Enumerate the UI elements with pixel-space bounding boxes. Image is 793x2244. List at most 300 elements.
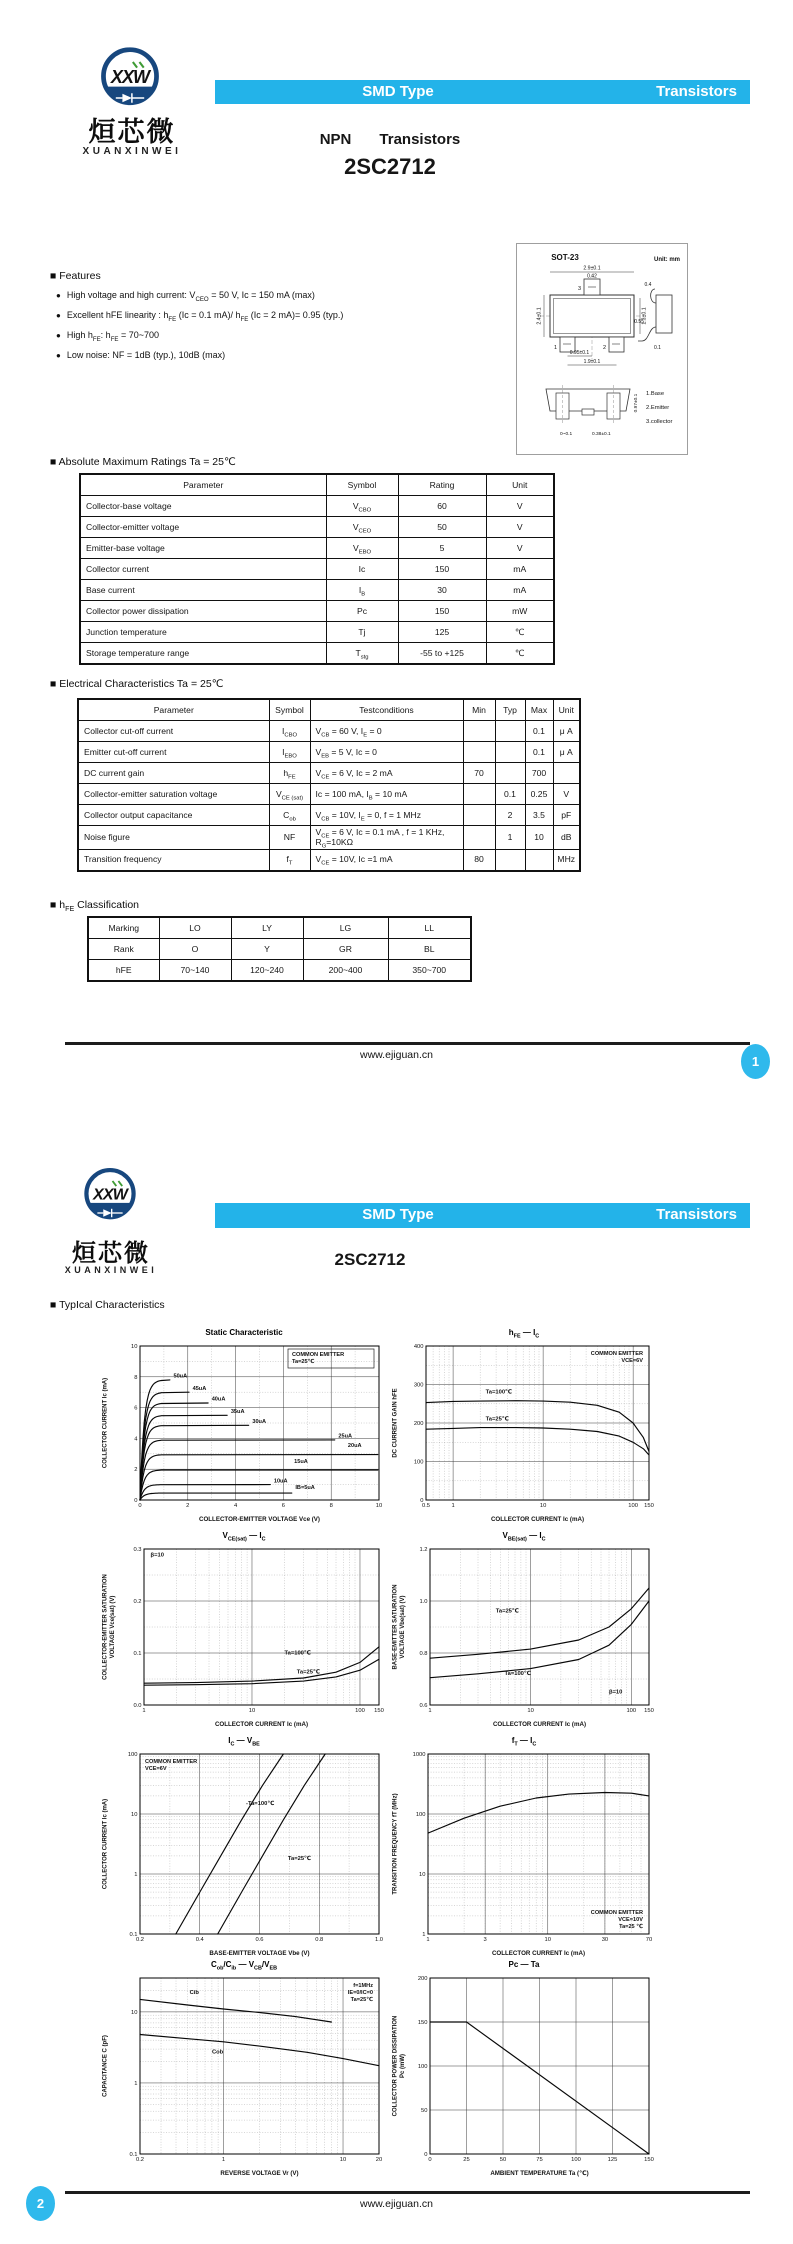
svg-text:1: 1 bbox=[451, 1503, 455, 1509]
svg-text:150: 150 bbox=[417, 2020, 428, 2026]
table-cell: $V_{CB} = 60$ V, $I_E = 0$ bbox=[310, 721, 463, 742]
table-cell: 30 bbox=[398, 580, 486, 601]
feature-item: ● Excellent hFE linearity : $h_{FE}$ (Ic = 0.1 mA)/ $h_{FE}$ (Ic = 2 mA)= 0.95 (typ.) bbox=[56, 310, 344, 323]
svg-text:0.3: 0.3 bbox=[133, 1547, 142, 1553]
typical-characteristics-heading: ■ TypIcal Characteristics bbox=[50, 1299, 165, 1311]
table-row bbox=[80, 643, 554, 665]
dim-standoff: 0~0.1 bbox=[560, 432, 573, 437]
features-list bbox=[56, 290, 476, 370]
svg-text:100: 100 bbox=[626, 1708, 637, 1714]
chart-title: Static Characteristic bbox=[205, 1328, 283, 1337]
svg-text:100: 100 bbox=[417, 2064, 428, 2070]
table-cell: Ic = 100 mA, $I_B = 10$ mA bbox=[310, 784, 463, 805]
svg-text:Ta=25℃: Ta=25℃ bbox=[287, 1856, 312, 1863]
svg-text:COLLECTOR CURRENT Ic (mA): COLLECTOR CURRENT Ic (mA) bbox=[490, 1516, 585, 1523]
table-cell: 150 bbox=[398, 559, 486, 580]
svg-text:1: 1 bbox=[422, 1932, 426, 1938]
svg-text:10uA: 10uA bbox=[273, 1478, 288, 1485]
svg-text:6: 6 bbox=[134, 1405, 138, 1412]
svg-text:0.6: 0.6 bbox=[419, 1703, 428, 1709]
svg-text:10: 10 bbox=[248, 1708, 256, 1714]
features-heading: ■ Features bbox=[50, 270, 101, 282]
feature-item: ● Low noise: NF = 1dB (typ.), 10dB (max) bbox=[56, 350, 226, 360]
table-cell: 50 bbox=[398, 517, 486, 538]
svg-text:10: 10 bbox=[419, 1872, 426, 1878]
svg-text:VOLTAGE Vbe(sat) (V): VOLTAGE Vbe(sat) (V) bbox=[400, 1595, 406, 1659]
svg-text:10: 10 bbox=[131, 2009, 138, 2016]
device-type-title: NPN Transistors bbox=[319, 131, 461, 148]
svg-text:100: 100 bbox=[571, 2157, 581, 2163]
svg-text:Cob: Cob bbox=[211, 2049, 224, 2056]
pin1-number: 1 bbox=[553, 345, 557, 351]
table-cell: Collector output capacitance bbox=[78, 805, 269, 826]
table-cell: $V_{CB} = 10V$, $I_E = 0$, f = 1 MHz bbox=[310, 805, 463, 826]
header-banner bbox=[215, 80, 750, 104]
pin3-number: 3 bbox=[577, 286, 581, 292]
table-cell: Transition frequency bbox=[78, 849, 269, 871]
svg-text:20: 20 bbox=[375, 2157, 383, 2163]
chart-pc-ta bbox=[390, 1960, 658, 2178]
page-number-badge: 1 bbox=[741, 1044, 770, 1079]
svg-text:Ta=25℃: Ta=25℃ bbox=[495, 1608, 519, 1615]
hfe-class-table bbox=[87, 916, 472, 982]
svg-text:COLLECTOR POWER DISSIPATION: COLLECTOR POWER DISSIPATION bbox=[392, 2015, 399, 2117]
svg-text:10: 10 bbox=[339, 2157, 347, 2163]
table-cell: μ A bbox=[553, 721, 580, 742]
svg-text:0.8: 0.8 bbox=[419, 1651, 428, 1657]
svg-text:Cib: Cib bbox=[189, 1989, 199, 1996]
table-cell: Collector-emitter saturation voltage bbox=[78, 784, 269, 805]
table-cell: 3.5 bbox=[525, 805, 553, 826]
table-cell bbox=[463, 721, 495, 742]
svg-text:DC CURRENT GAIN hFE: DC CURRENT GAIN hFE bbox=[392, 1388, 399, 1458]
dim-span: 1.9±0.1 bbox=[583, 359, 601, 365]
chart-vce-sat-ic bbox=[100, 1531, 388, 1729]
svg-text:Ta=25 ℃: Ta=25 ℃ bbox=[619, 1924, 643, 1930]
svg-text:25: 25 bbox=[463, 2157, 470, 2163]
table-cell: $f_T$ bbox=[269, 849, 310, 871]
table-cell: Junction temperature bbox=[80, 622, 326, 643]
table-cell: 120~240 bbox=[231, 960, 303, 982]
svg-text:0.2: 0.2 bbox=[135, 2157, 145, 2163]
feature-item: ● High $h_{FE}$: $h_{FE}$ = 70~700 bbox=[56, 330, 160, 343]
table-cell: $I_{EBO}$ bbox=[269, 742, 310, 763]
elec-table bbox=[77, 698, 581, 872]
table-cell: V bbox=[553, 784, 580, 805]
table-row bbox=[78, 849, 580, 871]
svg-text:10: 10 bbox=[539, 1503, 547, 1509]
svg-text:40uA: 40uA bbox=[211, 1396, 226, 1403]
table-cell: LG bbox=[303, 917, 388, 939]
svg-text:COLLECTOR CURRENT Ic (mA): COLLECTOR CURRENT Ic (mA) bbox=[102, 1798, 109, 1890]
svg-text:COLLECTOR CURRENT Ic (mA): COLLECTOR CURRENT Ic (mA) bbox=[214, 1721, 309, 1728]
svg-text:COLLECTOR CURRENT Ic (mA): COLLECTOR CURRENT Ic (mA) bbox=[492, 1721, 587, 1728]
table-cell: $V_{EB} = 5$ V, Ic = 0 bbox=[310, 742, 463, 763]
svg-text:VCE=6V: VCE=6V bbox=[145, 1766, 167, 1772]
banner-left-label: SMD Type bbox=[362, 1206, 434, 1223]
svg-text:COMMON EMITTER: COMMON EMITTER bbox=[590, 1910, 643, 1916]
svg-text:150: 150 bbox=[644, 1708, 654, 1714]
svg-text:150: 150 bbox=[644, 1503, 654, 1509]
table-cell bbox=[525, 849, 553, 871]
company-name-en: XUANXINWEI bbox=[64, 1265, 158, 1275]
svg-text:BASE-EMITTER VOLTAGE Vbe (: BASE-EMITTER VOLTAGE Vbe (V) bbox=[209, 1950, 310, 1957]
table-cell: 60 bbox=[398, 496, 486, 517]
banner-left-label: SMD Type bbox=[362, 83, 434, 100]
table-cell: Parameter bbox=[78, 699, 269, 721]
table-cell: NF bbox=[269, 826, 310, 850]
footer-url: www.ejiguan.cn bbox=[360, 1049, 433, 1061]
table-row bbox=[88, 917, 471, 939]
table-cell: $V_{CBO}$ bbox=[326, 496, 398, 517]
chart-title: $h_{FE}$ — $I_C$ bbox=[508, 1328, 540, 1340]
table-cell: O bbox=[159, 939, 231, 960]
dim-lead-end: 0.1 bbox=[654, 345, 661, 351]
svg-text:Ta=100℃: Ta=100℃ bbox=[504, 1671, 531, 1678]
table-cell: Parameter bbox=[80, 474, 326, 496]
table-cell: dB bbox=[553, 826, 580, 850]
table-cell: $V_{EBO}$ bbox=[326, 538, 398, 559]
svg-text:3: 3 bbox=[483, 1937, 487, 1943]
table-cell: mW bbox=[486, 601, 554, 622]
chart-plot bbox=[100, 1973, 388, 2178]
bullet-icon: ● bbox=[56, 331, 61, 340]
svg-text:CAPACITANCE C (pF): CAPACITANCE C (pF) bbox=[102, 2035, 109, 2097]
elec-heading: ■ Electrical Characteristics Ta = 25℃ bbox=[50, 678, 224, 690]
table-row bbox=[88, 960, 471, 982]
company-logo-icon bbox=[78, 1163, 142, 1231]
table-cell: $V_{CE (sat)}$ bbox=[269, 784, 310, 805]
table-cell bbox=[463, 742, 495, 763]
package-outline-drawing bbox=[516, 243, 688, 455]
svg-text:0.8: 0.8 bbox=[315, 1937, 324, 1943]
table-row bbox=[78, 721, 580, 742]
table-cell: GR bbox=[303, 939, 388, 960]
pin-legend-base: 1.Base bbox=[646, 391, 665, 397]
feature-item: ● High voltage and high current: $V_{CEO} = 50$ V, Ic = 150 mA (max) bbox=[56, 290, 315, 303]
svg-text:COLLECTOR CURRENT Ic (mA): COLLECTOR CURRENT Ic (mA) bbox=[491, 1950, 586, 1957]
chart-plot bbox=[100, 1544, 388, 1729]
svg-text:0.1: 0.1 bbox=[129, 2152, 138, 2158]
svg-text:6: 6 bbox=[281, 1503, 286, 1509]
company-name-cn: 烜芯微 bbox=[72, 1240, 150, 1267]
chart-plot bbox=[100, 1749, 388, 1958]
svg-text:300: 300 bbox=[413, 1382, 424, 1389]
table-cell: 80 bbox=[463, 849, 495, 871]
svg-text:4: 4 bbox=[134, 1436, 138, 1443]
table-cell: 700 bbox=[525, 763, 553, 784]
table-row bbox=[80, 517, 554, 538]
table-cell: LL bbox=[388, 917, 471, 939]
svg-text:IE=0/IC=0: IE=0/IC=0 bbox=[347, 1990, 373, 1996]
svg-text:VCE=10V: VCE=10V bbox=[618, 1917, 643, 1923]
svg-text:50: 50 bbox=[421, 2108, 428, 2114]
abs-max-table bbox=[79, 473, 555, 665]
footer-url: www.ejiguan.cn bbox=[360, 2198, 433, 2210]
svg-text:10: 10 bbox=[131, 1344, 138, 1350]
table-cell: 350~700 bbox=[388, 960, 471, 982]
table-cell bbox=[495, 742, 525, 763]
bullet-icon: ● bbox=[56, 291, 61, 300]
svg-text:TRANSITION FREQUENCY fT (M: TRANSITION FREQUENCY fT (MHz) bbox=[392, 1793, 399, 1895]
table-cell: mA bbox=[486, 559, 554, 580]
pin2-number: 2 bbox=[602, 345, 606, 351]
company-logo-icon bbox=[94, 42, 166, 118]
table-cell: 150 bbox=[398, 601, 486, 622]
table-cell: 125 bbox=[398, 622, 486, 643]
svg-text:1000: 1000 bbox=[412, 1752, 426, 1758]
table-cell: Unit bbox=[486, 474, 554, 496]
table-cell: Collector power dissipation bbox=[80, 601, 326, 622]
footer-rule bbox=[65, 1042, 750, 1045]
svg-text:Ta=25℃: Ta=25℃ bbox=[485, 1416, 509, 1423]
svg-text:8: 8 bbox=[134, 1374, 138, 1381]
dim-body-height: 2.4±0.1 bbox=[536, 307, 543, 325]
svg-text:COLLECTOR CURRENT Ic (mA): COLLECTOR CURRENT Ic (mA) bbox=[102, 1377, 109, 1469]
bullet-icon: ● bbox=[56, 351, 61, 360]
chart-title: Pc — Ta bbox=[508, 1960, 540, 1969]
table-cell: Emitter cut-off current bbox=[78, 742, 269, 763]
svg-text:20uA: 20uA bbox=[347, 1442, 362, 1449]
svg-text:0.2: 0.2 bbox=[135, 1937, 145, 1943]
table-cell bbox=[463, 826, 495, 850]
dim-lead-top: 0.4 bbox=[644, 282, 652, 288]
dim-thickness: 0.38±0.1 bbox=[592, 432, 611, 437]
abs-max-table bbox=[79, 473, 555, 665]
table-row bbox=[88, 939, 471, 960]
company-name-en: XUANXINWEI bbox=[82, 146, 182, 157]
svg-text:VCE=6V: VCE=6V bbox=[621, 1358, 643, 1364]
banner-right-label: Transistors bbox=[656, 83, 737, 100]
svg-text:30uA: 30uA bbox=[252, 1419, 267, 1425]
svg-text:45uA: 45uA bbox=[192, 1385, 207, 1392]
table-row bbox=[80, 580, 554, 601]
table-cell: Unit bbox=[553, 699, 580, 721]
table-cell: Typ bbox=[495, 699, 525, 721]
table-cell bbox=[463, 805, 495, 826]
svg-text:0.0: 0.0 bbox=[133, 1703, 142, 1709]
table-cell: 5 bbox=[398, 538, 486, 559]
svg-text:10: 10 bbox=[544, 1937, 552, 1943]
svg-text:10: 10 bbox=[131, 1812, 138, 1818]
svg-text:70: 70 bbox=[645, 1937, 653, 1943]
table-cell bbox=[553, 763, 580, 784]
company-name-cn: 烜芯微 bbox=[88, 117, 176, 147]
logo-letters: XXW bbox=[110, 66, 150, 87]
table-cell bbox=[463, 784, 495, 805]
svg-text:0.1: 0.1 bbox=[129, 1932, 138, 1938]
table-header-row bbox=[78, 699, 580, 721]
svg-text:1: 1 bbox=[134, 1872, 138, 1878]
banner-right-label: Transistors bbox=[656, 1206, 737, 1223]
elec-table bbox=[77, 698, 581, 872]
svg-text:0.1: 0.1 bbox=[133, 1651, 142, 1657]
svg-text:0.4: 0.4 bbox=[195, 1937, 204, 1943]
svg-text:1: 1 bbox=[221, 2157, 226, 2163]
chart-ic-vbe bbox=[100, 1736, 388, 1958]
svg-text:BASE-EMITTER SATURATION: BASE-EMITTER SATURATION bbox=[392, 1584, 399, 1670]
svg-text:COMMON EMITTER: COMMON EMITTER bbox=[590, 1351, 643, 1357]
chart-static-characteristic bbox=[100, 1328, 388, 1524]
table-row bbox=[78, 784, 580, 805]
dim-inner-height: 1.3±0.1 bbox=[641, 307, 648, 325]
chart-plot bbox=[390, 1544, 658, 1729]
table-row bbox=[78, 763, 580, 784]
chart-plot bbox=[100, 1341, 388, 1524]
svg-text:200: 200 bbox=[417, 1976, 428, 1982]
svg-text:150: 150 bbox=[644, 2157, 654, 2163]
table-cell: 0.1 bbox=[525, 742, 553, 763]
table-cell: 0.1 bbox=[495, 784, 525, 805]
chart-ft-ic bbox=[390, 1736, 658, 1958]
svg-text:100: 100 bbox=[127, 1752, 138, 1758]
table-cell: Rating bbox=[398, 474, 486, 496]
svg-text:Ta=25℃: Ta=25℃ bbox=[292, 1359, 315, 1365]
table-cell: ℃ bbox=[486, 622, 554, 643]
hfe-class-table bbox=[87, 916, 472, 982]
dim-body-width: 2.9±0.1 bbox=[583, 265, 601, 272]
svg-text:1: 1 bbox=[426, 1937, 430, 1943]
hfe-class-heading: ■ $h_{FE}$ Classification bbox=[50, 899, 139, 914]
table-cell: DC current gain bbox=[78, 763, 269, 784]
dim-lead-bot: 0.55 bbox=[634, 319, 644, 325]
footer-rule bbox=[65, 2191, 750, 2194]
svg-text:Ta=100℃: Ta=100℃ bbox=[485, 1389, 513, 1396]
abs-max-heading: ■ Absolute Maximum Ratings Ta = 25℃ bbox=[50, 456, 236, 468]
svg-text:AMBIENT TEMPERATURE Ta (℃): AMBIENT TEMPERATURE Ta (℃) bbox=[490, 2170, 589, 2177]
svg-text:Pc (mW): Pc (mW) bbox=[400, 2054, 406, 2078]
table-cell: μ A bbox=[553, 742, 580, 763]
svg-text:400: 400 bbox=[413, 1344, 424, 1350]
package-name: SOT-23 bbox=[551, 253, 579, 262]
table-cell: 200~400 bbox=[303, 960, 388, 982]
table-cell: 70 bbox=[463, 763, 495, 784]
table-cell: Emitter-base voltage bbox=[80, 538, 326, 559]
table-cell: $V_{CE} = 6$ V, Ic = 0.1 mA , f = 1 KHz, $R_G=10K\Omega$ bbox=[310, 826, 463, 850]
svg-text:100: 100 bbox=[628, 1503, 638, 1509]
table-cell: Base current bbox=[80, 580, 326, 601]
svg-text:0: 0 bbox=[420, 1498, 424, 1504]
chart-plot bbox=[390, 1973, 658, 2178]
svg-text:100: 100 bbox=[355, 1708, 365, 1714]
table-cell: 1 bbox=[495, 826, 525, 850]
bullet-icon: ● bbox=[56, 311, 61, 320]
table-cell: Noise figure bbox=[78, 826, 269, 850]
table-cell: 0.25 bbox=[525, 784, 553, 805]
table-cell: -55 to +125 bbox=[398, 643, 486, 665]
svg-text:COMMON EMITTER: COMMON EMITTER bbox=[292, 1352, 345, 1358]
table-cell: V bbox=[486, 538, 554, 559]
table-cell: Y bbox=[231, 939, 303, 960]
table-row bbox=[80, 559, 554, 580]
svg-text:0.5: 0.5 bbox=[421, 1503, 431, 1509]
svg-text:150: 150 bbox=[374, 1708, 384, 1714]
table-cell: $h_{FE}$ bbox=[269, 763, 310, 784]
svg-text:COLLECTOR-EMITTER SATURATION: COLLECTOR-EMITTER SATURATION bbox=[102, 1574, 109, 1680]
table-cell: 0.1 bbox=[525, 721, 553, 742]
table-cell: MHz bbox=[553, 849, 580, 871]
svg-text:0.2: 0.2 bbox=[133, 1599, 142, 1605]
header-banner bbox=[215, 1203, 750, 1228]
table-row bbox=[80, 622, 554, 643]
pin-legend-emitter: 2.Emitter bbox=[646, 405, 670, 411]
part-number: 2SC2712 bbox=[344, 154, 436, 179]
svg-text:4: 4 bbox=[233, 1503, 238, 1509]
table-cell: Collector current bbox=[80, 559, 326, 580]
svg-text:0: 0 bbox=[134, 1498, 138, 1504]
chart-hfe-ic bbox=[390, 1328, 658, 1524]
table-cell: LY bbox=[231, 917, 303, 939]
table-cell bbox=[495, 763, 525, 784]
svg-text:Ta=25℃: Ta=25℃ bbox=[350, 1997, 373, 2003]
svg-text:10: 10 bbox=[527, 1708, 534, 1714]
table-row bbox=[78, 805, 580, 826]
pin-legend-collector: 3.collector bbox=[646, 419, 673, 425]
table-cell: Pc bbox=[326, 601, 398, 622]
table-cell: Max bbox=[525, 699, 553, 721]
table-cell: 70~140 bbox=[159, 960, 231, 982]
svg-text:75: 75 bbox=[536, 2157, 543, 2163]
table-cell: Ic bbox=[326, 559, 398, 580]
table-cell: V bbox=[486, 496, 554, 517]
chart-title: $C_{ob}/C_{ib}$ — $V_{CB}/V_{EB}$ bbox=[210, 1960, 278, 1972]
chart-title: $V_{BE(sat)}$ — $I_C$ bbox=[502, 1531, 546, 1543]
table-cell: Testconditions bbox=[310, 699, 463, 721]
table-cell: Symbol bbox=[269, 699, 310, 721]
table-cell: Storage temperature range bbox=[80, 643, 326, 665]
package-unit: Unit: mm bbox=[654, 257, 680, 263]
table-cell bbox=[495, 849, 525, 871]
chart-title: $V_{CE(sat)}$ — $I_C$ bbox=[222, 1531, 266, 1543]
chart-cob-cib-vr bbox=[100, 1960, 388, 2178]
chart-title: $f_T$ — $I_C$ bbox=[511, 1736, 537, 1748]
svg-text:1.2: 1.2 bbox=[419, 1547, 428, 1553]
table-cell: Min bbox=[463, 699, 495, 721]
svg-text:8: 8 bbox=[329, 1503, 333, 1509]
svg-text:35uA: 35uA bbox=[230, 1408, 245, 1415]
chart-vbe-sat-ic bbox=[390, 1531, 658, 1729]
svg-text:200: 200 bbox=[413, 1421, 424, 1427]
svg-text:50uA: 50uA bbox=[173, 1373, 188, 1380]
svg-text:15uA: 15uA bbox=[294, 1459, 308, 1466]
table-cell: $V_{CE} = 6$ V, Ic = 2 mA bbox=[310, 763, 463, 784]
part-number: 2SC2712 bbox=[334, 1250, 406, 1269]
svg-text:0: 0 bbox=[138, 1503, 142, 1509]
svg-text:1: 1 bbox=[428, 1708, 432, 1714]
table-header-row bbox=[80, 474, 554, 496]
chart-plot bbox=[390, 1341, 658, 1524]
table-cell: Collector cut-off current bbox=[78, 721, 269, 742]
svg-text:2: 2 bbox=[134, 1467, 138, 1474]
table-row bbox=[80, 601, 554, 622]
svg-text:25uA: 25uA bbox=[338, 1433, 353, 1440]
table-cell: Collector-base voltage bbox=[80, 496, 326, 517]
svg-text:0: 0 bbox=[424, 2152, 428, 2158]
table-row bbox=[78, 742, 580, 763]
dim-height: 0.97±0.1 bbox=[634, 393, 639, 413]
svg-text:50: 50 bbox=[499, 2157, 507, 2163]
svg-text:10: 10 bbox=[375, 1503, 383, 1509]
svg-text:1: 1 bbox=[142, 1708, 146, 1714]
table-cell: Tj bbox=[326, 622, 398, 643]
svg-text:0: 0 bbox=[428, 2157, 432, 2163]
table-row bbox=[80, 538, 554, 559]
table-cell: 2 bbox=[495, 805, 525, 826]
svg-text:2: 2 bbox=[186, 1503, 190, 1509]
table-cell: pF bbox=[553, 805, 580, 826]
dim-pitch: 0.95±0.1 bbox=[569, 350, 590, 356]
page-number-badge: 2 bbox=[26, 2186, 55, 2221]
